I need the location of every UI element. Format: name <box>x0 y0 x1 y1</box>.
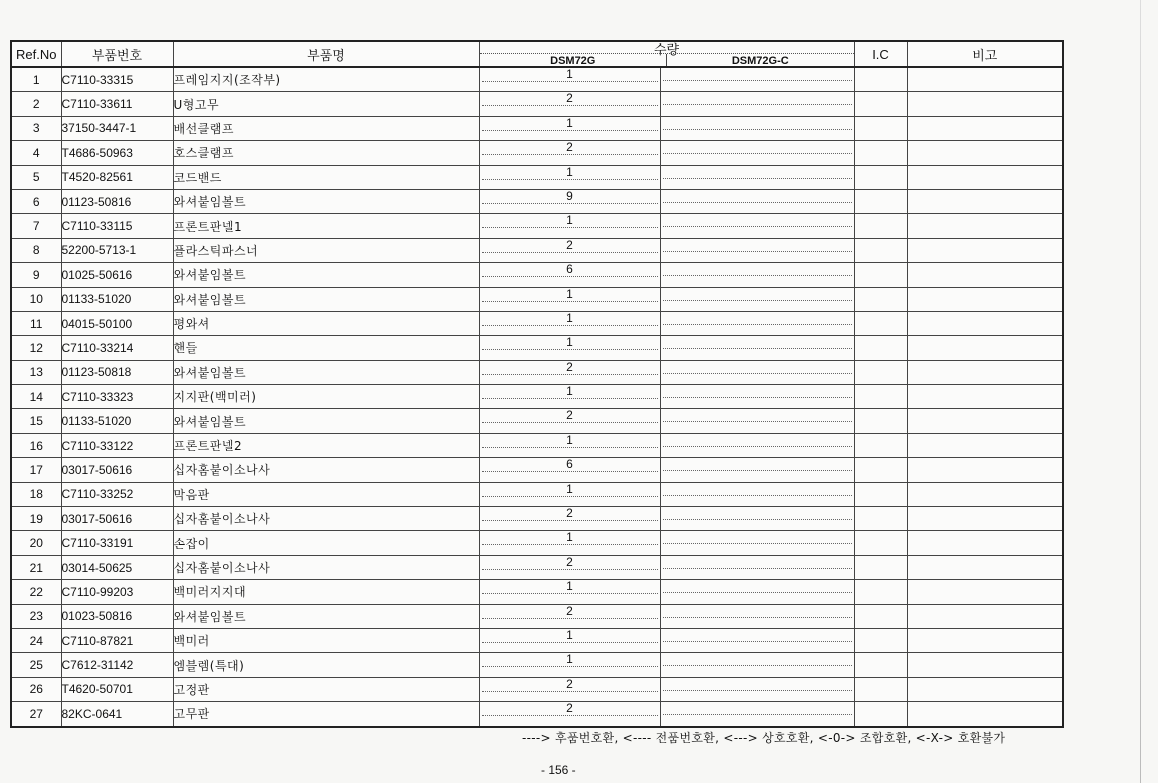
qty-model-a-cell <box>479 507 660 531</box>
remarks-cell <box>907 531 1063 555</box>
qty-model-a-value: 1 <box>482 385 658 399</box>
table-row <box>11 507 1063 531</box>
ref-no-cell: 1 <box>11 67 61 92</box>
part-name-cell: 플라스틱파스너 <box>173 238 479 262</box>
part-name-cell: 배선클램프 <box>173 116 479 140</box>
remarks-cell <box>907 67 1063 92</box>
remarks-cell <box>907 360 1063 384</box>
part-name-cell: 막음판 <box>173 482 479 506</box>
qty-model-b-line <box>663 507 852 520</box>
interchange-legend: ----> 후품번호환, <---- 전품번호환, <---> 상호호환, <-0-> 조합호환, <-X-> 호환불가 <box>522 731 1006 745</box>
qty-model-a-value: 2 <box>482 678 658 692</box>
remarks-cell <box>907 507 1063 531</box>
part-no-cell: 37150-3447-1 <box>61 116 173 140</box>
part-name-cell: 십자홈붙이소나사 <box>173 458 479 482</box>
qty-model-b-line <box>663 409 852 422</box>
remarks-cell <box>907 92 1063 116</box>
table-row <box>11 628 1063 652</box>
qty-model-b-cell <box>660 433 854 457</box>
ic-cell <box>854 238 907 262</box>
page-number: - 156 - <box>541 763 576 777</box>
qty-model-a-cell <box>479 409 660 433</box>
qty-model-b-line <box>663 580 852 593</box>
part-no-cell: 03017-50616 <box>61 458 173 482</box>
part-no-cell: T4520-82561 <box>61 165 173 189</box>
part-name-cell: 프론트판넬2 <box>173 433 479 457</box>
part-name-cell: 손잡이 <box>173 531 479 555</box>
ic-cell <box>854 141 907 165</box>
part-name-cell: 평와셔 <box>173 311 479 335</box>
part-no-cell: C7110-33115 <box>61 214 173 238</box>
remarks-cell <box>907 165 1063 189</box>
qty-model-a-cell <box>479 604 660 628</box>
qty-model-b-line <box>663 629 852 642</box>
qty-model-b-line <box>663 190 852 203</box>
table-row <box>11 604 1063 628</box>
qty-model-b-line <box>663 556 852 569</box>
ic-cell <box>854 628 907 652</box>
qty-model-a-cell <box>479 360 660 384</box>
ref-no-cell: 6 <box>11 189 61 213</box>
qty-model-a-cell <box>479 336 660 360</box>
ic-cell <box>854 189 907 213</box>
ref-no-cell: 27 <box>11 702 61 727</box>
qty-model-b-cell <box>660 385 854 409</box>
qty-model-b-line <box>663 166 852 179</box>
qty-model-a-cell <box>479 263 660 287</box>
part-no-cell: C7110-33191 <box>61 531 173 555</box>
qty-model-b-cell <box>660 507 854 531</box>
table-row <box>11 531 1063 555</box>
qty-model-a-value: 2 <box>482 556 658 570</box>
part-no-cell: 01123-50816 <box>61 189 173 213</box>
ic-cell <box>854 433 907 457</box>
part-no-cell: C7110-87821 <box>61 628 173 652</box>
header-remarks: 비고 <box>907 41 1063 67</box>
qty-model-a-value: 9 <box>482 190 658 204</box>
qty-model-a-cell <box>479 628 660 652</box>
part-no-cell: C7110-33252 <box>61 482 173 506</box>
qty-model-a-value: 1 <box>482 580 658 594</box>
remarks-cell <box>907 116 1063 140</box>
ic-cell <box>854 580 907 604</box>
qty-model-a-value: 1 <box>482 214 658 228</box>
ref-no-cell: 4 <box>11 141 61 165</box>
part-no-cell: 04015-50100 <box>61 311 173 335</box>
ref-no-cell: 18 <box>11 482 61 506</box>
part-name-cell: 고무판 <box>173 702 479 727</box>
ref-no-cell: 20 <box>11 531 61 555</box>
qty-model-b-line <box>663 605 852 618</box>
qty-model-a-value: 1 <box>482 483 658 497</box>
qty-model-a-value: 2 <box>482 361 658 375</box>
part-no-cell: 03017-50616 <box>61 507 173 531</box>
ref-no-cell: 7 <box>11 214 61 238</box>
qty-model-a-cell <box>479 67 660 92</box>
part-no-cell: 01025-50616 <box>61 263 173 287</box>
qty-model-a-cell <box>479 531 660 555</box>
ic-cell <box>854 92 907 116</box>
qty-model-a-cell <box>479 482 660 506</box>
qty-model-b-line <box>663 531 852 544</box>
qty-model-b-cell <box>660 677 854 701</box>
ic-cell <box>854 116 907 140</box>
qty-model-a-cell <box>479 165 660 189</box>
qty-model-b-cell <box>660 653 854 677</box>
qty-model-a-cell <box>479 116 660 140</box>
qty-model-b-line <box>663 385 852 398</box>
qty-model-a-value: 2 <box>482 92 658 106</box>
table-row <box>11 458 1063 482</box>
qty-model-a-value: 2 <box>482 239 658 253</box>
ref-no-cell: 25 <box>11 653 61 677</box>
remarks-cell <box>907 189 1063 213</box>
ref-no-cell: 2 <box>11 92 61 116</box>
ref-no-cell: 24 <box>11 628 61 652</box>
ref-no-cell: 5 <box>11 165 61 189</box>
qty-model-b-cell <box>660 238 854 262</box>
part-name-cell: 핸들 <box>173 336 479 360</box>
qty-model-b-cell <box>660 702 854 727</box>
table-row <box>11 580 1063 604</box>
qty-model-b-line <box>663 336 852 349</box>
qty-model-a-cell <box>479 702 660 727</box>
table-row <box>11 214 1063 238</box>
qty-model-a-cell <box>479 189 660 213</box>
ref-no-cell: 13 <box>11 360 61 384</box>
ref-no-cell: 16 <box>11 433 61 457</box>
qty-model-b-line <box>663 141 852 154</box>
ref-no-cell: 21 <box>11 555 61 579</box>
qty-model-b-cell <box>660 604 854 628</box>
qty-model-b-cell <box>660 214 854 238</box>
remarks-cell <box>907 214 1063 238</box>
qty-model-a-cell <box>479 287 660 311</box>
ic-cell <box>854 555 907 579</box>
header-model-b: DSM72G-C <box>666 54 854 66</box>
part-no-cell: T4620-50701 <box>61 677 173 701</box>
part-name-cell: 십자홈붙이소나사 <box>173 507 479 531</box>
qty-model-b-line <box>663 239 852 252</box>
ic-cell <box>854 653 907 677</box>
ic-cell <box>854 287 907 311</box>
qty-model-a-value: 1 <box>482 117 658 131</box>
header-model-a: DSM72G <box>550 55 596 67</box>
remarks-cell <box>907 628 1063 652</box>
remarks-cell <box>907 263 1063 287</box>
part-name-cell: 호스클램프 <box>173 141 479 165</box>
qty-model-b-cell <box>660 116 854 140</box>
remarks-cell <box>907 580 1063 604</box>
header-quantity <box>479 41 854 67</box>
qty-model-a-value: 2 <box>482 409 658 423</box>
qty-model-a-value: 2 <box>482 702 658 716</box>
ic-cell <box>854 385 907 409</box>
part-name-cell: 프론트판넬1 <box>173 214 479 238</box>
table-row <box>11 263 1063 287</box>
ref-no-cell: 11 <box>11 311 61 335</box>
ic-cell <box>854 458 907 482</box>
qty-model-a-cell <box>479 677 660 701</box>
table-row <box>11 336 1063 360</box>
part-name-cell: 코드밴드 <box>173 165 479 189</box>
part-name-cell: 와셔붙임볼트 <box>173 189 479 213</box>
qty-model-a-value: 1 <box>482 166 658 180</box>
ref-no-cell: 15 <box>11 409 61 433</box>
part-no-cell: 01133-51020 <box>61 287 173 311</box>
part-no-cell: T4686-50963 <box>61 141 173 165</box>
qty-model-b-cell <box>660 165 854 189</box>
ref-no-cell: 17 <box>11 458 61 482</box>
qty-model-a-value: 2 <box>482 141 658 155</box>
header-quantity-title: 수량 <box>653 43 680 58</box>
qty-model-b-cell <box>660 287 854 311</box>
part-name-cell: 백미러지지대 <box>173 580 479 604</box>
qty-model-b-line <box>663 288 852 301</box>
part-name-cell: 와셔붙임볼트 <box>173 409 479 433</box>
part-name-cell: 프레임지지(조작부) <box>173 67 479 92</box>
ic-cell <box>854 263 907 287</box>
qty-model-a-value: 6 <box>482 263 658 277</box>
part-name-cell: 와셔붙임볼트 <box>173 604 479 628</box>
qty-model-b-line <box>663 68 852 81</box>
header-part-name: 부품명 <box>173 41 479 67</box>
qty-model-b-line <box>663 434 852 447</box>
ic-cell <box>854 702 907 727</box>
qty-model-b-line <box>663 214 852 227</box>
ic-cell <box>854 507 907 531</box>
table-row <box>11 189 1063 213</box>
ic-cell <box>854 67 907 92</box>
qty-model-a-value: 1 <box>482 629 658 643</box>
page-edge-shadow <box>1140 0 1141 783</box>
table-row <box>11 238 1063 262</box>
part-no-cell: C7110-99203 <box>61 580 173 604</box>
remarks-cell <box>907 141 1063 165</box>
qty-model-a-cell <box>479 458 660 482</box>
ref-no-cell: 26 <box>11 677 61 701</box>
qty-model-a-value: 2 <box>482 507 658 521</box>
table-row <box>11 287 1063 311</box>
qty-model-b-line <box>663 458 852 471</box>
part-no-cell: 52200-5713-1 <box>61 238 173 262</box>
qty-model-a-cell <box>479 92 660 116</box>
qty-model-b-cell <box>660 311 854 335</box>
qty-model-b-cell <box>660 263 854 287</box>
table-row <box>11 360 1063 384</box>
qty-model-a-value: 6 <box>482 458 658 472</box>
part-name-cell: 십자홈붙이소나사 <box>173 555 479 579</box>
remarks-cell <box>907 482 1063 506</box>
ic-cell <box>854 531 907 555</box>
part-no-cell: C7110-33323 <box>61 385 173 409</box>
ic-cell <box>854 360 907 384</box>
table-row <box>11 67 1063 92</box>
qty-model-a-value: 1 <box>482 68 658 82</box>
table-row <box>11 92 1063 116</box>
qty-model-b-cell <box>660 67 854 92</box>
ic-cell <box>854 409 907 433</box>
part-no-cell: C7110-33611 <box>61 92 173 116</box>
remarks-cell <box>907 336 1063 360</box>
ref-no-cell: 3 <box>11 116 61 140</box>
table-row <box>11 116 1063 140</box>
qty-model-b-cell <box>660 360 854 384</box>
ref-no-cell: 10 <box>11 287 61 311</box>
ic-cell <box>854 165 907 189</box>
part-no-cell: 01123-50818 <box>61 360 173 384</box>
ic-cell <box>854 482 907 506</box>
qty-model-b-cell <box>660 336 854 360</box>
part-name-cell: 고정판 <box>173 677 479 701</box>
remarks-cell <box>907 604 1063 628</box>
part-name-cell: U형고무 <box>173 92 479 116</box>
qty-model-a-value: 1 <box>482 653 658 667</box>
ref-no-cell: 14 <box>11 385 61 409</box>
part-name-cell: 지지판(백미러) <box>173 385 479 409</box>
qty-model-b-line <box>663 117 852 130</box>
qty-model-a-value: 2 <box>482 605 658 619</box>
remarks-cell <box>907 287 1063 311</box>
qty-model-b-line <box>663 483 852 496</box>
table-header-row <box>11 41 1063 67</box>
part-name-cell: 백미러 <box>173 628 479 652</box>
ref-no-cell: 22 <box>11 580 61 604</box>
remarks-cell <box>907 458 1063 482</box>
remarks-cell <box>907 702 1063 727</box>
part-no-cell: 03014-50625 <box>61 555 173 579</box>
qty-model-b-line <box>663 653 852 666</box>
table-row <box>11 165 1063 189</box>
qty-model-a-value: 1 <box>482 336 658 350</box>
qty-model-b-cell <box>660 555 854 579</box>
table-row <box>11 482 1063 506</box>
header-ref-no: Ref.No <box>11 41 61 67</box>
qty-model-b-cell <box>660 409 854 433</box>
ref-no-cell: 12 <box>11 336 61 360</box>
part-no-cell: 01023-50816 <box>61 604 173 628</box>
remarks-cell <box>907 677 1063 701</box>
remarks-cell <box>907 555 1063 579</box>
ref-no-cell: 23 <box>11 604 61 628</box>
part-name-cell: 와셔붙임볼트 <box>173 263 479 287</box>
qty-model-a-cell <box>479 580 660 604</box>
table-row <box>11 409 1063 433</box>
parts-table <box>10 40 1064 728</box>
qty-model-a-value: 1 <box>482 434 658 448</box>
qty-model-a-value: 1 <box>482 531 658 545</box>
ic-cell <box>854 214 907 238</box>
qty-model-b-cell <box>660 92 854 116</box>
remarks-cell <box>907 653 1063 677</box>
header-ic: I.C <box>854 41 907 67</box>
part-name-cell: 와셔붙임볼트 <box>173 360 479 384</box>
qty-model-b-line <box>663 92 852 105</box>
ref-no-cell: 8 <box>11 238 61 262</box>
ref-no-cell: 9 <box>11 263 61 287</box>
qty-model-a-value: 1 <box>482 288 658 302</box>
qty-model-b-cell <box>660 531 854 555</box>
qty-model-a-cell <box>479 311 660 335</box>
ic-cell <box>854 336 907 360</box>
parts-list-sheet <box>10 40 1062 728</box>
header-part-no: 부품번호 <box>61 41 173 67</box>
part-name-cell: 엠블렘(특대) <box>173 653 479 677</box>
qty-model-b-line <box>663 312 852 325</box>
part-no-cell: C7110-33214 <box>61 336 173 360</box>
table-row <box>11 677 1063 701</box>
table-row <box>11 433 1063 457</box>
qty-model-b-cell <box>660 482 854 506</box>
qty-model-b-line <box>663 678 852 691</box>
table-row <box>11 141 1063 165</box>
qty-model-b-cell <box>660 189 854 213</box>
table-row <box>11 555 1063 579</box>
table-row <box>11 385 1063 409</box>
remarks-cell <box>907 433 1063 457</box>
table-row <box>11 311 1063 335</box>
ic-cell <box>854 311 907 335</box>
qty-model-b-cell <box>660 141 854 165</box>
table-row <box>11 653 1063 677</box>
ic-cell <box>854 677 907 701</box>
qty-model-b-line <box>663 361 852 374</box>
part-no-cell: C7110-33122 <box>61 433 173 457</box>
remarks-cell <box>907 238 1063 262</box>
part-name-cell: 와셔붙임볼트 <box>173 287 479 311</box>
qty-model-b-line <box>663 263 852 276</box>
part-no-cell: 01133-51020 <box>61 409 173 433</box>
ref-no-cell: 19 <box>11 507 61 531</box>
part-no-cell: 82KC-0641 <box>61 702 173 727</box>
qty-model-a-cell <box>479 385 660 409</box>
qty-model-b-cell <box>660 458 854 482</box>
qty-model-a-cell <box>479 653 660 677</box>
part-no-cell: C7110-33315 <box>61 67 173 92</box>
remarks-cell <box>907 311 1063 335</box>
ic-cell <box>854 604 907 628</box>
qty-model-b-cell <box>660 580 854 604</box>
qty-model-a-cell <box>479 238 660 262</box>
remarks-cell <box>907 409 1063 433</box>
remarks-cell <box>907 385 1063 409</box>
qty-model-a-cell <box>479 141 660 165</box>
qty-model-a-value: 1 <box>482 312 658 326</box>
qty-model-a-cell <box>479 433 660 457</box>
part-no-cell: C7612-31142 <box>61 653 173 677</box>
table-row <box>11 702 1063 727</box>
qty-model-a-cell <box>479 214 660 238</box>
qty-model-b-line <box>663 702 852 715</box>
qty-model-a-cell <box>479 555 660 579</box>
qty-model-b-cell <box>660 628 854 652</box>
